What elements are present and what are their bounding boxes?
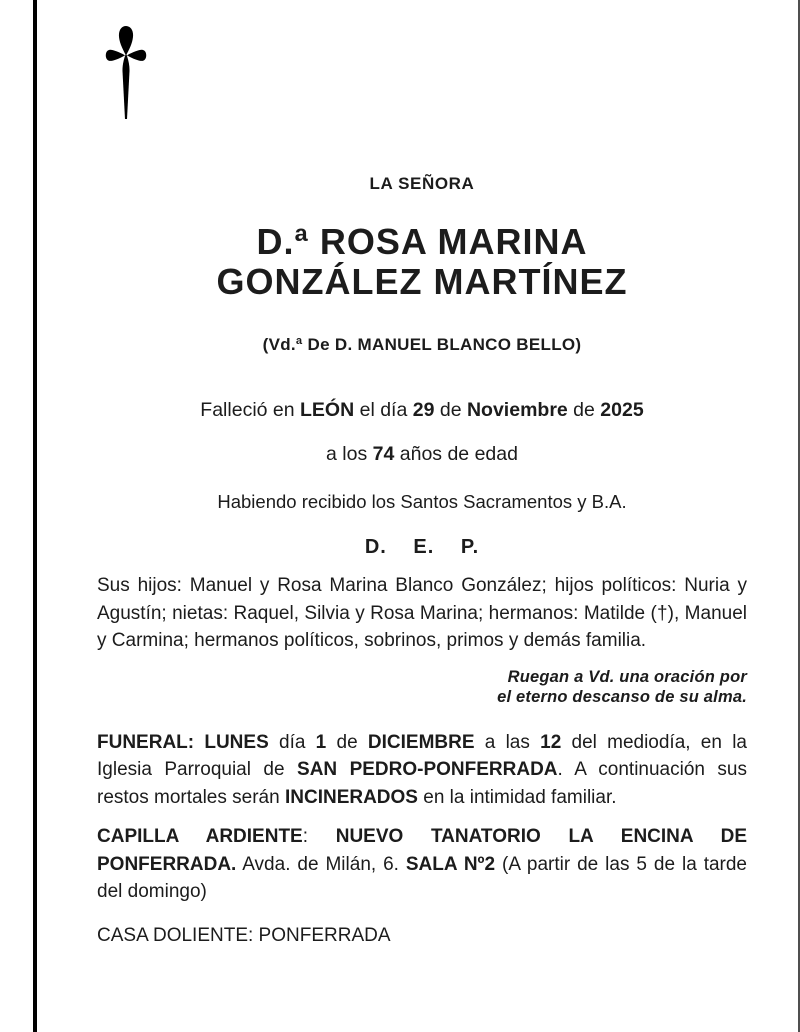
- left-border-rule: [33, 0, 37, 1032]
- dep-line: D. E. P.: [364, 536, 480, 558]
- text-segment: de: [567, 399, 601, 421]
- text-segment: . A continuación sus restos mortales serán: [97, 759, 747, 808]
- text-segment: LEÓN: [300, 399, 355, 421]
- family-paragraph: Sus hijos: Manuel y Rosa Marina Blanco González; hijos políticos: Nuria y Agustín; nietas: Raquel, Silvia y Rosa Marina; hermanos: Matilde (†), Manuel y Carmina; hermanos políticos, sobrinos, primos y demás familia.: [97, 575, 747, 651]
- text-segment: de: [326, 731, 368, 753]
- prayer-block: [97, 667, 747, 707]
- sacraments-line: Habiendo recibido los Santos Sacramentos y B.A.: [217, 491, 627, 512]
- widow-line: (Vd.ª De D. MANUEL BLANCO BELLO): [262, 335, 582, 354]
- text-segment: en la intimidad familiar.: [417, 786, 617, 808]
- text-segment: el día: [354, 399, 413, 421]
- text-segment: :: [302, 826, 336, 847]
- text-segment: 1: [315, 731, 327, 753]
- text-segment: (A partir de las 5 de la tarde del domingo): [97, 853, 747, 902]
- notice-content: [97, 0, 747, 949]
- text-segment: a los: [326, 443, 373, 465]
- text-segment: 29: [412, 399, 435, 421]
- age-line: [97, 442, 747, 466]
- deceased-name-line-1: D.ª ROSA MARINA: [256, 221, 588, 262]
- notice-prefix: LA SEÑORA: [369, 174, 475, 193]
- funeral-paragraph: [97, 729, 747, 812]
- text-segment: día: [268, 731, 316, 753]
- text-segment: SAN PEDRO-PONFERRADA: [297, 759, 558, 780]
- text-segment: 74: [372, 443, 395, 465]
- text-segment: INCINERADOS: [284, 786, 418, 808]
- text-segment: 12: [540, 731, 562, 753]
- text-segment: Falleció en: [200, 399, 301, 421]
- text-segment: Noviembre: [466, 399, 568, 421]
- chapel-paragraph: [97, 823, 747, 906]
- deceased-name: [97, 222, 747, 302]
- text-segment: CAPILLA ARDIENTE: [97, 826, 303, 847]
- text-segment: FUNERAL: LUNES: [97, 731, 269, 753]
- text-segment: NUEVO TANATORIO LA ENCINA DE PONFERRADA.: [97, 826, 747, 875]
- text-segment: Avda. de Milán, 6.: [236, 853, 406, 875]
- text-segment: SALA Nº2: [405, 853, 496, 875]
- mourning-house-line: CASA DOLIENTE: PONFERRADA: [97, 924, 391, 946]
- death-date-line: [97, 398, 747, 422]
- prayer-line-1: Ruegan a Vd. una oración por: [507, 667, 747, 686]
- deceased-name-line-2: GONZÁLEZ MARTÍNEZ: [216, 261, 628, 302]
- prayer-line-2: el eterno descanso de su alma.: [497, 687, 747, 706]
- text-segment: del mediodía, en la Iglesia Parroquial de: [97, 731, 747, 780]
- text-segment: años de edad: [394, 443, 518, 465]
- text-segment: de: [434, 399, 467, 421]
- text-segment: DICIEMBRE: [367, 731, 475, 753]
- text-segment: 2025: [600, 399, 644, 421]
- text-segment: a las: [474, 731, 541, 753]
